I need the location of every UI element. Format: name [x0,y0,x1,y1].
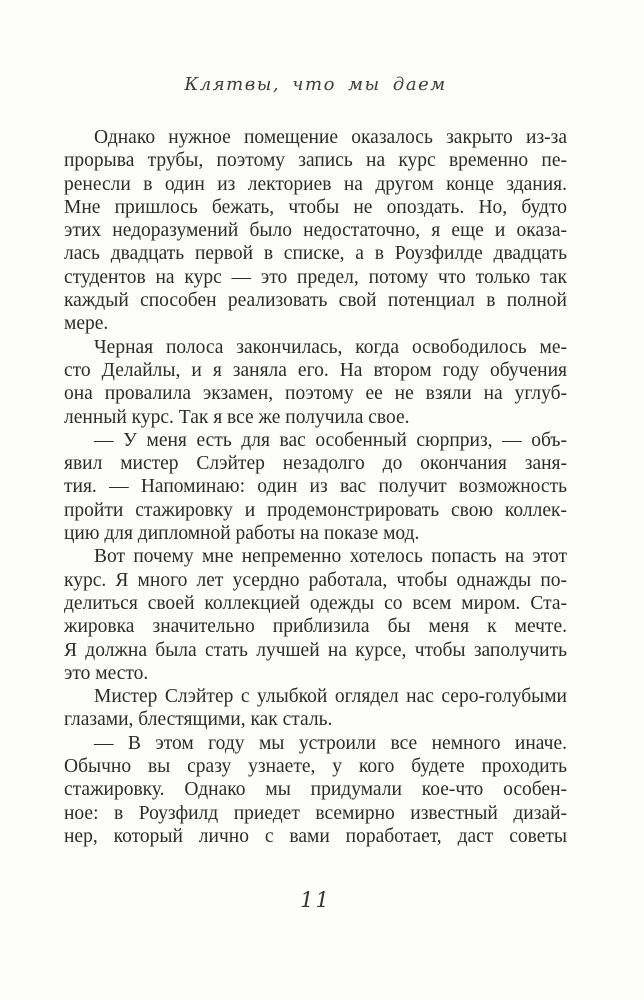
text-line: — У меня есть для вас особенный сюрприз, — объ- [94,429,567,451]
text-line: пройти стажировку и продемонстрировать свою коллек- [64,499,567,521]
text-line: Вот почему мне непременно хотелось попасть на этот [94,546,567,568]
text-line: Обычно вы сразу узнаете, у кого будете проходить [64,756,567,778]
text-line: глазами, блестящими, как сталь. [64,709,333,731]
text-line: ное: в Роузфилд приедет всемирно известный дизай- [64,802,567,824]
text-line: жировка значительно приблизила бы меня к мечте. [64,616,567,638]
page-number: 11 [300,888,331,912]
text-line: студентов на курс — это предел, потому что только так [64,266,567,288]
text-line: ренесли в один из лекториев на другом конце здания. [64,173,567,195]
text-line: Мистер Слэйтер с улыбкой оглядел нас серо-голубыми [94,686,567,708]
text-line: Однако нужное помещение оказалось закрыто из-за [94,127,567,148]
text-line: Я должна была стать лучшей на курсе, чтобы заполучить [64,639,567,661]
text-line: это место. [64,662,149,684]
text-line: стажировку. Однако мы придумали кое-что особен- [64,779,567,801]
paragraph [64,685,567,732]
text-line: ленный курс. Так я все же получила свое. [64,406,410,428]
text-line: лась двадцать первой в списке, а в Роузфилде двадцать [64,243,567,265]
text-line: прорыва трубы, поэтому запись на курс временно пе- [64,150,567,172]
text-line: этих недоразумений было недостаточно, я еще и оказа- [64,220,567,242]
text-line: мере. [64,313,109,335]
text-line: курс. Я много лет усердно работала, чтобы однажды по- [64,569,567,591]
text-line: Мне пришлось бежать, чтобы не опоздать. Но, будто [64,196,567,218]
running-header: Клятвы, что мы даем [184,74,447,95]
paragraph [64,732,567,848]
text-line: Черная полоса закончилась, когда освободилось ме- [94,336,567,358]
text-line: — В этом году мы устроили все немного иначе. [94,732,567,754]
paragraph [64,429,567,545]
text-line: она провалила экзамен, поэтому ее не взяли на углуб- [64,383,567,405]
text-line: сто Делайлы, и я заняла его. На втором году обучения [64,359,567,381]
text-line: делиться своей коллекцией одежды со всем миром. Ста- [64,592,567,614]
text-line: цию для дипломной работы на показе мод. [64,523,420,545]
text-line: явил мистер Слэйтер незадолго до окончания заня- [64,453,567,475]
paragraph [64,336,567,429]
body-text [64,126,567,848]
paragraph [64,126,567,336]
text-line: нер, который лично с вами поработает, даст советы [64,825,567,847]
text-line: каждый способен реализовать свой потенциал в полной [64,290,567,312]
text-line: тия. — Напоминаю: один из вас получит возможность [64,476,567,498]
paragraph [64,545,567,685]
